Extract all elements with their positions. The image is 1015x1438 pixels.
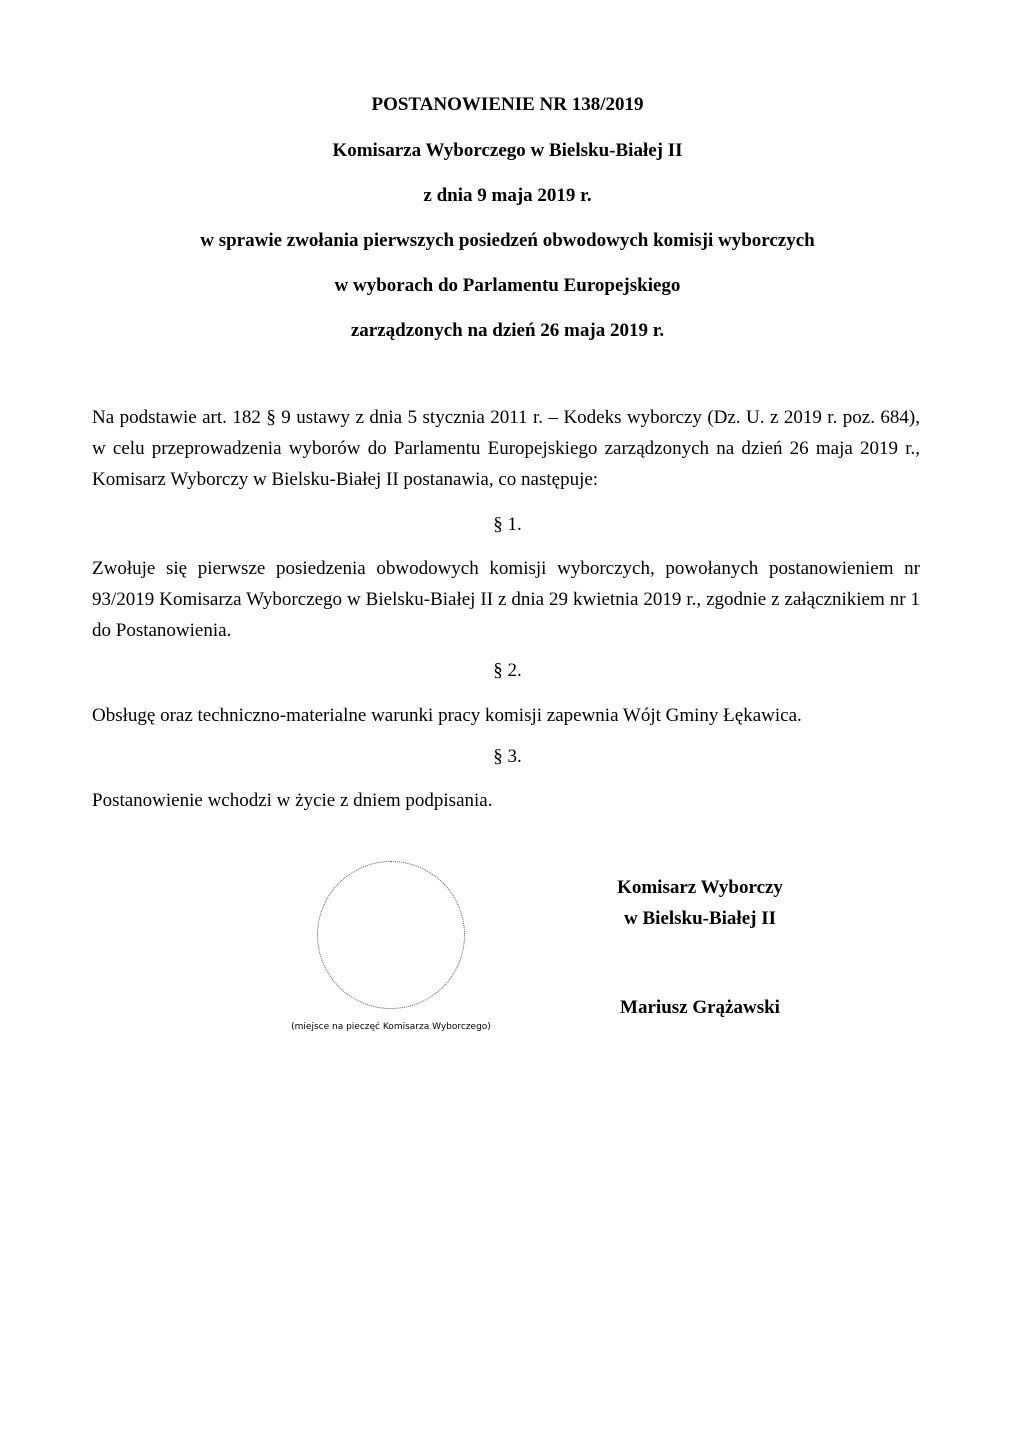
document-date: z dnia 9 maja 2019 r. [423, 185, 592, 206]
section-2-heading: § 2. [493, 660, 522, 681]
document-subject-line-2: w wyborach do Parlamentu Europejskiego [334, 275, 681, 296]
stamp-placeholder-circle [317, 861, 465, 1009]
document-subject-line-1: w sprawie zwołania pierwszych posiedzeń obwodowych komisji wyborczych [200, 230, 815, 251]
signature-role-line-2: w Bielsku-Białej II [623, 908, 777, 929]
document-title: POSTANOWIENIE NR 138/2019 [371, 94, 644, 115]
section-2-text: Obsługę oraz techniczno-materialne warunki pracy komisji zapewnia Wójt Gminy Łękawica. [92, 705, 802, 726]
preamble-paragraph: Na podstawie art. 182 § 9 ustawy z dnia 5 stycznia 2011 r. – Kodeks wyborczy (Dz. U. z 2019 r. poz. 684), w celu przeprowadzenia wyborów do Parlamentu Europejskiego zarządzonych na dzień 26 maja 2019 r., Komisarz Wyborczy w Bielsku-Białej II postanawia, co następuje: [92, 407, 920, 490]
section-1-heading: § 1. [493, 514, 522, 535]
section-3-text: Postanowienie wchodzi w życie z dniem podpisania. [92, 790, 493, 811]
section-1-text: Zwołuje się pierwsze posiedzenia obwodowych komisji wyborczych, powołanych postanowieniem nr 93/2019 Komisarza Wyborczego w Bielsku-Białej II z dnia 29 kwietnia 2019 r., zgodnie z załącznikiem nr 1 do Postanowienia. [92, 558, 920, 641]
stamp-caption: (miejsce na pieczęć Komisarza Wyborczego) [291, 1022, 491, 1032]
signature-role-line-1: Komisarz Wyborczy [617, 877, 783, 898]
document-issuer: Komisarza Wyborczego w Bielsku-Białej II [332, 140, 683, 161]
signature-name: Mariusz Grążawski [620, 997, 780, 1018]
document-subject-line-3: zarządzonych na dzień 26 maja 2019 r. [350, 320, 665, 341]
section-3-heading: § 3. [493, 746, 522, 767]
